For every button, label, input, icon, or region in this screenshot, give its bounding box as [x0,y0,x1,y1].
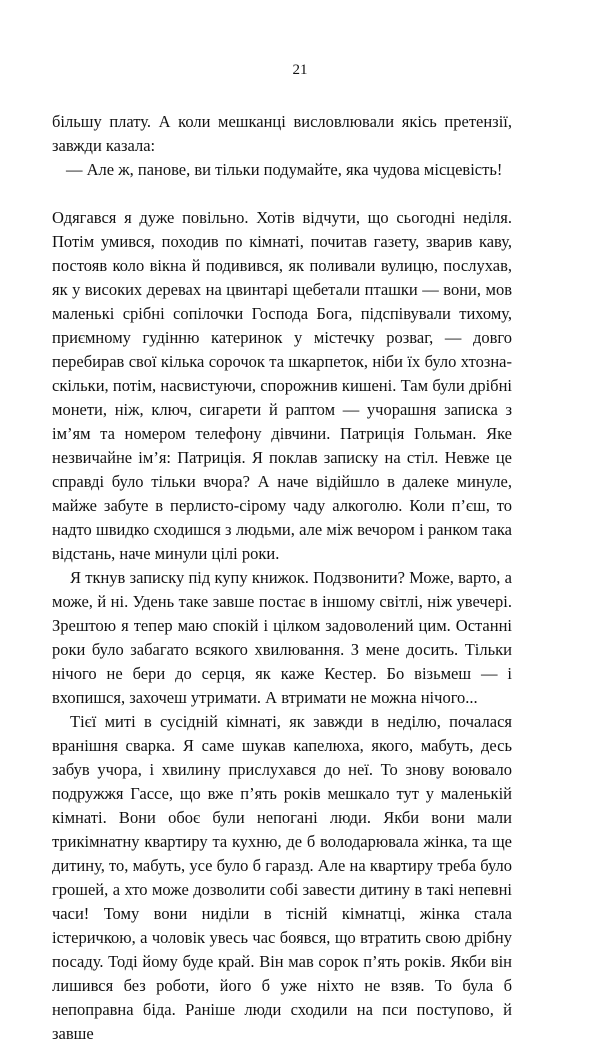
page-number: 21 [292,62,308,78]
paragraph: Тієї миті в сусідній кімнаті, як завжди в неділю, почалася вранішня сварка. Я саме шукав капелюха, якого, мабуть, десь забув учора, і хвилину прислухався до неї. То знову воювало подружжя Гассе, що вже п’ять років мешкало тут у маленькій кімнаті. Вони обоє були непогані люди. Якби вони мали трикімнатну квартиру та кухню, де б володарювала жінка, та ще дитину, то, мабуть, усе було б гаразд. Але на квартиру треба було грошей, а хто може дозволити собі завести дитину в такі непевні часи! Тому вони ниділи в тісній кімнатці, жінка стала істеричкою, а чоловік увесь час боявся, що втратить свою дрібну посаду. Тоді йому буде край. Він мав сорок п’ять років. Якби він лишився без роботи, його б уже ніхто не взяв. То була б непоправна біда. Раніше люди сходили на пси поступово, й завше [52,712,512,1043]
paragraph-dialogue: — Але ж, панове, ви тільки подумайте, яка чудова місцевість! [66,160,503,179]
paragraph: Я ткнув записку під купу книжок. Подзвонити? Може, варто, а може, й ні. Удень таке завше постає в іншому світлі, ніж увечері. Зрештою я тепер маю спокій і цілком задоволений цим. Останні роки було забагато всякого хвилювання. З мене досить. Тільки нічого не бери до серця, як каже Кестер. Бо візьмеш — і вхопишся, захочеш утримати. А втримати не можна нічого... [52,568,512,707]
body-text [52,110,512,1046]
paragraph-continuation: більшу плату. А коли мешканці висловлювали якісь претензії, завжди казала: [52,112,512,155]
paragraph-section-start: Одягався я дуже повільно. Хотів відчути, що сьогодні неділя. Потім умився, походив по кімнаті, почитав газету, зварив каву, постояв коло вікна й подивився, як поливали вулицю, послухав, як у високих деревах на цвинтарі щебетали пташки — вони, мов маленькі срібні сопілочки Господа Бога, підспівували тихому, приємному гудінню катеринок у містечку розваг, — довго перебирав свої кілька сорочок та шкарпеток, ніби їх було хтозна-скільки, потім, насвистуючи, спорожнив кишені. Там були дрібні монети, ніж, ключ, сигарети й раптом — учорашня записка з ім’ям та номером телефону дівчини. Патриція Гольман. Яке незвичайне ім’я: Патриція. Я поклав записку на стіл. Невже це справді було тільки вчора? А наче відійшло в далеке минуле, майже забуте в перлисто-сірому чаду алкоголю. Коли п’єш, то надто швидко сходишся з людьми, але між вечором і ранком така відстань, наче минули цілі роки. [52,208,512,563]
